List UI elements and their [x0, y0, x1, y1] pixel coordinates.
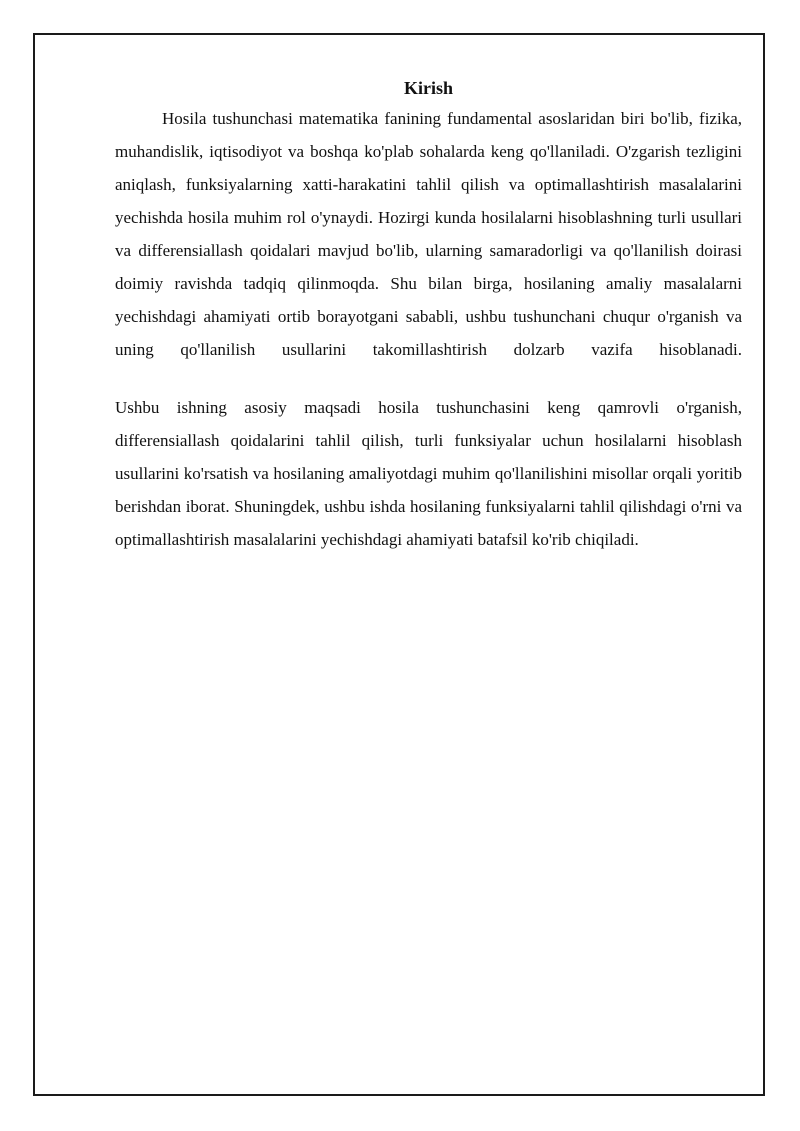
paragraph-intro: Hosila tushunchasi matematika fanining fundamental asoslaridan biri bo'lib, fizika, muhandislik, iqtisodiyot va boshqa ko'plab sohalarda keng qo'llaniladi. O'zgarish tezligini aniqlash, funksiyalarning xatti-harakatini tahlil qilish va optimallashtirish masalalarini yechishda hosila muhim rol o'ynaydi. Hozirgi kunda hosilalarni hisoblashning turli usullari va differensiallash qoidalari mavjud bo'lib, ularning samaradorligi va qo'llanilish doirasi doimiy ravishda tadqiq qilinmoqda. Shu bilan birga, hosilaning amaliy masalalarni yechishdagi ahamiyati ortib borayotgani sababli, ushbu tushunchani chuqur o'rganish va uning qo'llanilish usullarini takomillashtirish dolzarb vazifa hisoblanadi. — [115, 109, 742, 359]
document-body — [115, 74, 742, 556]
paragraph-purpose: Ushbu ishning asosiy maqsadi hosila tushunchasini keng qamrovli o'rganish, differensiallash qoidalarini tahlil qilish, turli funksiyalar uchun hosilalarni hisoblash usullarini ko'rsatish va hosilaning amaliyotdagi muhim qo'llanilishini misollar orqali yoritib berishdan iborat. Shuningdek, ushbu ishda hosilaning funksiyalarni tahlil qilishdagi o'rni va optimallashtirish masalalarini yechishdagi ahamiyati batafsil ko'rib chiqiladi. — [115, 398, 742, 549]
section-title: Kirish — [403, 78, 453, 98]
